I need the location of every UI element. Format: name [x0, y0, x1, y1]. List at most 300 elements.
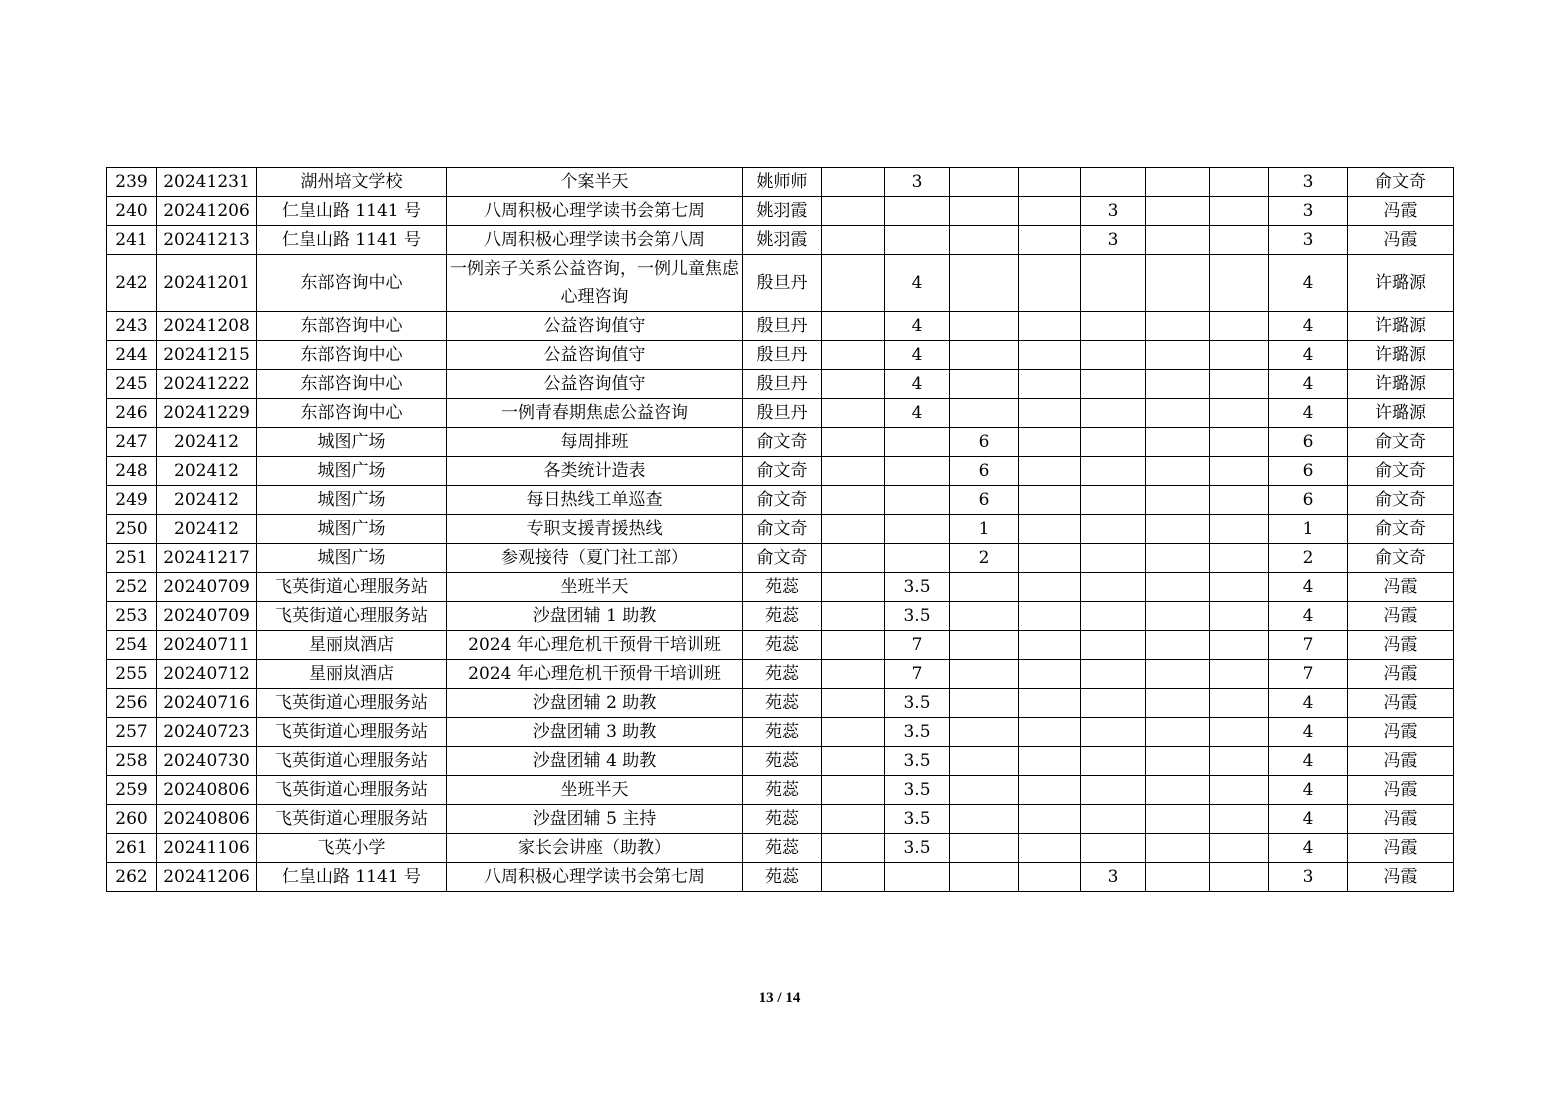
reviewer-cell: 许璐源 — [1348, 399, 1454, 428]
col11-cell — [1146, 602, 1210, 631]
table-row — [107, 747, 1454, 776]
col12-cell — [1210, 341, 1269, 370]
reviewer-cell: 许璐源 — [1348, 370, 1454, 399]
table-row — [107, 573, 1454, 602]
date-cell: 20240806 — [157, 776, 257, 805]
date-cell: 202412 — [157, 486, 257, 515]
row-number-cell: 262 — [107, 863, 157, 892]
col7-cell — [885, 863, 950, 892]
reviewer-cell: 俞文奇 — [1348, 428, 1454, 457]
col8-cell — [950, 689, 1019, 718]
col7-cell — [885, 428, 950, 457]
col8-cell — [950, 168, 1019, 197]
col12-cell — [1210, 863, 1269, 892]
col12-cell — [1210, 834, 1269, 863]
col10-cell — [1081, 486, 1146, 515]
reviewer-cell: 冯霞 — [1348, 631, 1454, 660]
col10-cell — [1081, 255, 1146, 312]
col6-cell — [822, 602, 885, 631]
col11-cell — [1146, 834, 1210, 863]
activity-cell: 沙盘团辅 2 助教 — [447, 689, 743, 718]
col9-cell — [1019, 631, 1081, 660]
location-cell: 飞英街道心理服务站 — [257, 747, 447, 776]
col8-cell — [950, 312, 1019, 341]
total-cell: 3 — [1269, 168, 1348, 197]
activity-cell: 八周积极心理学读书会第八周 — [447, 226, 743, 255]
total-cell: 4 — [1269, 602, 1348, 631]
date-cell: 20241217 — [157, 544, 257, 573]
col12-cell — [1210, 370, 1269, 399]
col7-cell: 7 — [885, 660, 950, 689]
col9-cell — [1019, 197, 1081, 226]
date-cell: 20241106 — [157, 834, 257, 863]
date-cell: 20241231 — [157, 168, 257, 197]
row-number-cell: 244 — [107, 341, 157, 370]
reviewer-cell: 冯霞 — [1348, 747, 1454, 776]
activity-cell: 公益咨询值守 — [447, 312, 743, 341]
table-row — [107, 399, 1454, 428]
col6-cell — [822, 776, 885, 805]
col8-cell — [950, 863, 1019, 892]
col10-cell — [1081, 370, 1146, 399]
activity-cell: 坐班半天 — [447, 573, 743, 602]
row-number-cell: 249 — [107, 486, 157, 515]
col12-cell — [1210, 486, 1269, 515]
row-number-cell: 248 — [107, 457, 157, 486]
col10-cell — [1081, 544, 1146, 573]
person-cell: 俞文奇 — [743, 428, 822, 457]
col8-cell: 2 — [950, 544, 1019, 573]
row-number-cell: 253 — [107, 602, 157, 631]
total-cell: 4 — [1269, 776, 1348, 805]
col11-cell — [1146, 863, 1210, 892]
person-cell: 苑蕊 — [743, 863, 822, 892]
row-number-cell: 245 — [107, 370, 157, 399]
col6-cell — [822, 428, 885, 457]
activity-cell: 各类统计造表 — [447, 457, 743, 486]
col7-cell — [885, 197, 950, 226]
col8-cell — [950, 834, 1019, 863]
date-cell: 20240711 — [157, 631, 257, 660]
person-cell: 苑蕊 — [743, 660, 822, 689]
reviewer-cell: 冯霞 — [1348, 602, 1454, 631]
col9-cell — [1019, 168, 1081, 197]
col8-cell — [950, 718, 1019, 747]
col8-cell: 1 — [950, 515, 1019, 544]
col12-cell — [1210, 255, 1269, 312]
reviewer-cell: 许璐源 — [1348, 341, 1454, 370]
col12-cell — [1210, 197, 1269, 226]
reviewer-cell: 冯霞 — [1348, 197, 1454, 226]
location-cell: 飞英街道心理服务站 — [257, 805, 447, 834]
date-cell: 20241201 — [157, 255, 257, 312]
total-cell: 3 — [1269, 197, 1348, 226]
activity-cell: 每周排班 — [447, 428, 743, 457]
total-cell: 4 — [1269, 573, 1348, 602]
col7-cell: 4 — [885, 341, 950, 370]
person-cell: 苑蕊 — [743, 805, 822, 834]
col11-cell — [1146, 197, 1210, 226]
col10-cell — [1081, 718, 1146, 747]
table-row — [107, 370, 1454, 399]
col8-cell: 6 — [950, 428, 1019, 457]
person-cell: 苑蕊 — [743, 631, 822, 660]
col7-cell: 3 — [885, 168, 950, 197]
date-cell: 20241213 — [157, 226, 257, 255]
row-number-cell: 247 — [107, 428, 157, 457]
col6-cell — [822, 515, 885, 544]
table-row — [107, 689, 1454, 718]
total-cell: 3 — [1269, 226, 1348, 255]
col9-cell — [1019, 486, 1081, 515]
col7-cell: 3.5 — [885, 805, 950, 834]
total-cell: 2 — [1269, 544, 1348, 573]
col9-cell — [1019, 226, 1081, 255]
person-cell: 殷旦丹 — [743, 341, 822, 370]
person-cell: 姚师师 — [743, 168, 822, 197]
location-cell: 仁皇山路 1141 号 — [257, 226, 447, 255]
activity-cell: 2024 年心理危机干预骨干培训班 — [447, 631, 743, 660]
reviewer-cell: 许璐源 — [1348, 255, 1454, 312]
col10-cell — [1081, 776, 1146, 805]
location-cell: 东部咨询中心 — [257, 255, 447, 312]
reviewer-cell: 许璐源 — [1348, 312, 1454, 341]
col10-cell — [1081, 834, 1146, 863]
col11-cell — [1146, 486, 1210, 515]
col11-cell — [1146, 631, 1210, 660]
activity-cell: 沙盘团辅 5 主持 — [447, 805, 743, 834]
col12-cell — [1210, 312, 1269, 341]
table-row — [107, 631, 1454, 660]
col10-cell: 3 — [1081, 197, 1146, 226]
total-cell: 7 — [1269, 631, 1348, 660]
total-cell: 6 — [1269, 486, 1348, 515]
table-row — [107, 255, 1454, 312]
person-cell: 苑蕊 — [743, 776, 822, 805]
total-cell: 4 — [1269, 718, 1348, 747]
activity-cell: 沙盘团辅 3 助教 — [447, 718, 743, 747]
total-cell: 4 — [1269, 747, 1348, 776]
activity-cell: 一例青春期焦虑公益咨询 — [447, 399, 743, 428]
col9-cell — [1019, 660, 1081, 689]
table-row — [107, 544, 1454, 573]
table-row — [107, 428, 1454, 457]
total-cell: 4 — [1269, 312, 1348, 341]
activity-cell: 每日热线工单巡查 — [447, 486, 743, 515]
table-row — [107, 515, 1454, 544]
col9-cell — [1019, 805, 1081, 834]
reviewer-cell: 俞文奇 — [1348, 515, 1454, 544]
person-cell: 俞文奇 — [743, 457, 822, 486]
date-cell: 20241206 — [157, 863, 257, 892]
col8-cell — [950, 660, 1019, 689]
activity-cell: 公益咨询值守 — [447, 370, 743, 399]
col7-cell: 3.5 — [885, 689, 950, 718]
person-cell: 苑蕊 — [743, 718, 822, 747]
col11-cell — [1146, 747, 1210, 776]
date-cell: 20240716 — [157, 689, 257, 718]
col12-cell — [1210, 631, 1269, 660]
col12-cell — [1210, 805, 1269, 834]
col11-cell — [1146, 226, 1210, 255]
reviewer-cell: 俞文奇 — [1348, 486, 1454, 515]
person-cell: 苑蕊 — [743, 573, 822, 602]
col9-cell — [1019, 428, 1081, 457]
row-number-cell: 251 — [107, 544, 157, 573]
col10-cell — [1081, 747, 1146, 776]
col7-cell: 4 — [885, 399, 950, 428]
row-number-cell: 254 — [107, 631, 157, 660]
col12-cell — [1210, 573, 1269, 602]
col12-cell — [1210, 689, 1269, 718]
col10-cell — [1081, 689, 1146, 718]
date-cell: 20241208 — [157, 312, 257, 341]
row-number-cell: 250 — [107, 515, 157, 544]
person-cell: 俞文奇 — [743, 544, 822, 573]
reviewer-cell: 冯霞 — [1348, 226, 1454, 255]
col7-cell — [885, 457, 950, 486]
col10-cell — [1081, 399, 1146, 428]
activity-cell: 家长会讲座（助教） — [447, 834, 743, 863]
person-cell: 殷旦丹 — [743, 255, 822, 312]
col8-cell: 6 — [950, 486, 1019, 515]
col11-cell — [1146, 805, 1210, 834]
col7-cell: 3.5 — [885, 602, 950, 631]
activity-cell: 八周积极心理学读书会第七周 — [447, 197, 743, 226]
col11-cell — [1146, 255, 1210, 312]
total-cell: 4 — [1269, 689, 1348, 718]
col6-cell — [822, 399, 885, 428]
location-cell: 湖州培文学校 — [257, 168, 447, 197]
col9-cell — [1019, 573, 1081, 602]
col9-cell — [1019, 718, 1081, 747]
person-cell: 苑蕊 — [743, 747, 822, 776]
person-cell: 殷旦丹 — [743, 312, 822, 341]
col9-cell — [1019, 341, 1081, 370]
col8-cell — [950, 747, 1019, 776]
total-cell: 7 — [1269, 660, 1348, 689]
col12-cell — [1210, 168, 1269, 197]
reviewer-cell: 俞文奇 — [1348, 544, 1454, 573]
col9-cell — [1019, 747, 1081, 776]
col11-cell — [1146, 689, 1210, 718]
total-cell: 4 — [1269, 255, 1348, 312]
total-cell: 6 — [1269, 457, 1348, 486]
col12-cell — [1210, 457, 1269, 486]
date-cell: 202412 — [157, 457, 257, 486]
location-cell: 东部咨询中心 — [257, 341, 447, 370]
col6-cell — [822, 255, 885, 312]
date-cell: 20241222 — [157, 370, 257, 399]
col6-cell — [822, 168, 885, 197]
col11-cell — [1146, 399, 1210, 428]
col10-cell — [1081, 573, 1146, 602]
col12-cell — [1210, 776, 1269, 805]
reviewer-cell: 冯霞 — [1348, 660, 1454, 689]
table-row — [107, 834, 1454, 863]
date-cell: 202412 — [157, 428, 257, 457]
col8-cell — [950, 197, 1019, 226]
col10-cell: 3 — [1081, 226, 1146, 255]
location-cell: 城图广场 — [257, 544, 447, 573]
col8-cell — [950, 226, 1019, 255]
col6-cell — [822, 486, 885, 515]
row-number-cell: 246 — [107, 399, 157, 428]
table-row — [107, 341, 1454, 370]
col7-cell: 3.5 — [885, 718, 950, 747]
col12-cell — [1210, 544, 1269, 573]
col11-cell — [1146, 660, 1210, 689]
person-cell: 苑蕊 — [743, 602, 822, 631]
col8-cell — [950, 805, 1019, 834]
table-row — [107, 197, 1454, 226]
col11-cell — [1146, 776, 1210, 805]
row-number-cell: 256 — [107, 689, 157, 718]
activity-cell: 沙盘团辅 1 助教 — [447, 602, 743, 631]
col6-cell — [822, 863, 885, 892]
col6-cell — [822, 341, 885, 370]
location-cell: 东部咨询中心 — [257, 370, 447, 399]
col6-cell — [822, 718, 885, 747]
date-cell: 20241229 — [157, 399, 257, 428]
table-row — [107, 226, 1454, 255]
col11-cell — [1146, 573, 1210, 602]
col6-cell — [822, 660, 885, 689]
col8-cell — [950, 341, 1019, 370]
location-cell: 东部咨询中心 — [257, 399, 447, 428]
row-number-cell: 259 — [107, 776, 157, 805]
location-cell: 飞英小学 — [257, 834, 447, 863]
col7-cell — [885, 486, 950, 515]
col11-cell — [1146, 457, 1210, 486]
col7-cell: 7 — [885, 631, 950, 660]
col9-cell — [1019, 515, 1081, 544]
col8-cell — [950, 631, 1019, 660]
date-cell: 202412 — [157, 515, 257, 544]
col7-cell: 3.5 — [885, 776, 950, 805]
col9-cell — [1019, 255, 1081, 312]
col9-cell — [1019, 544, 1081, 573]
col9-cell — [1019, 834, 1081, 863]
row-number-cell: 243 — [107, 312, 157, 341]
col6-cell — [822, 544, 885, 573]
col8-cell — [950, 370, 1019, 399]
col7-cell: 4 — [885, 370, 950, 399]
person-cell: 殷旦丹 — [743, 399, 822, 428]
col11-cell — [1146, 168, 1210, 197]
col10-cell — [1081, 312, 1146, 341]
location-cell: 星丽岚酒店 — [257, 631, 447, 660]
date-cell: 20240712 — [157, 660, 257, 689]
row-number-cell: 239 — [107, 168, 157, 197]
col6-cell — [822, 805, 885, 834]
col6-cell — [822, 573, 885, 602]
col12-cell — [1210, 718, 1269, 747]
col11-cell — [1146, 370, 1210, 399]
person-cell: 姚羽霞 — [743, 197, 822, 226]
table-row — [107, 486, 1454, 515]
location-cell: 东部咨询中心 — [257, 312, 447, 341]
activity-cell: 沙盘团辅 4 助教 — [447, 747, 743, 776]
location-cell: 仁皇山路 1141 号 — [257, 197, 447, 226]
total-cell: 1 — [1269, 515, 1348, 544]
col6-cell — [822, 312, 885, 341]
col8-cell — [950, 776, 1019, 805]
col6-cell — [822, 834, 885, 863]
total-cell: 4 — [1269, 341, 1348, 370]
col6-cell — [822, 631, 885, 660]
col8-cell — [950, 602, 1019, 631]
col7-cell — [885, 544, 950, 573]
table-row — [107, 660, 1454, 689]
col12-cell — [1210, 747, 1269, 776]
location-cell: 城图广场 — [257, 515, 447, 544]
date-cell: 20240730 — [157, 747, 257, 776]
row-number-cell: 258 — [107, 747, 157, 776]
col7-cell: 3.5 — [885, 747, 950, 776]
table-row — [107, 718, 1454, 747]
location-cell: 城图广场 — [257, 486, 447, 515]
activity-cell: 参观接待（夏门社工部） — [447, 544, 743, 573]
location-cell: 飞英街道心理服务站 — [257, 573, 447, 602]
table-row — [107, 805, 1454, 834]
col8-cell — [950, 399, 1019, 428]
reviewer-cell: 冯霞 — [1348, 805, 1454, 834]
date-cell: 20240806 — [157, 805, 257, 834]
reviewer-cell: 冯霞 — [1348, 573, 1454, 602]
row-number-cell: 261 — [107, 834, 157, 863]
col10-cell: 3 — [1081, 863, 1146, 892]
row-number-cell: 252 — [107, 573, 157, 602]
total-cell: 4 — [1269, 805, 1348, 834]
location-cell: 星丽岚酒店 — [257, 660, 447, 689]
reviewer-cell: 冯霞 — [1348, 689, 1454, 718]
table-row — [107, 776, 1454, 805]
col12-cell — [1210, 428, 1269, 457]
col9-cell — [1019, 602, 1081, 631]
col12-cell — [1210, 660, 1269, 689]
activity-cell: 八周积极心理学读书会第七周 — [447, 863, 743, 892]
reviewer-cell: 冯霞 — [1348, 718, 1454, 747]
person-cell: 姚羽霞 — [743, 226, 822, 255]
col7-cell: 4 — [885, 255, 950, 312]
reviewer-cell: 冯霞 — [1348, 776, 1454, 805]
row-number-cell: 257 — [107, 718, 157, 747]
location-cell: 飞英街道心理服务站 — [257, 718, 447, 747]
total-cell: 6 — [1269, 428, 1348, 457]
location-cell: 城图广场 — [257, 457, 447, 486]
row-number-cell: 241 — [107, 226, 157, 255]
person-cell: 苑蕊 — [743, 834, 822, 863]
total-cell: 4 — [1269, 370, 1348, 399]
col10-cell — [1081, 602, 1146, 631]
row-number-cell: 242 — [107, 255, 157, 312]
date-cell: 20241215 — [157, 341, 257, 370]
col6-cell — [822, 370, 885, 399]
col10-cell — [1081, 457, 1146, 486]
table-row — [107, 863, 1454, 892]
col10-cell — [1081, 631, 1146, 660]
col11-cell — [1146, 718, 1210, 747]
col10-cell — [1081, 428, 1146, 457]
activity-cell: 公益咨询值守 — [447, 341, 743, 370]
date-cell: 20241206 — [157, 197, 257, 226]
col6-cell — [822, 226, 885, 255]
page-number: 13 / 14 — [758, 990, 801, 1006]
col9-cell — [1019, 370, 1081, 399]
person-cell: 俞文奇 — [743, 486, 822, 515]
reviewer-cell: 冯霞 — [1348, 863, 1454, 892]
